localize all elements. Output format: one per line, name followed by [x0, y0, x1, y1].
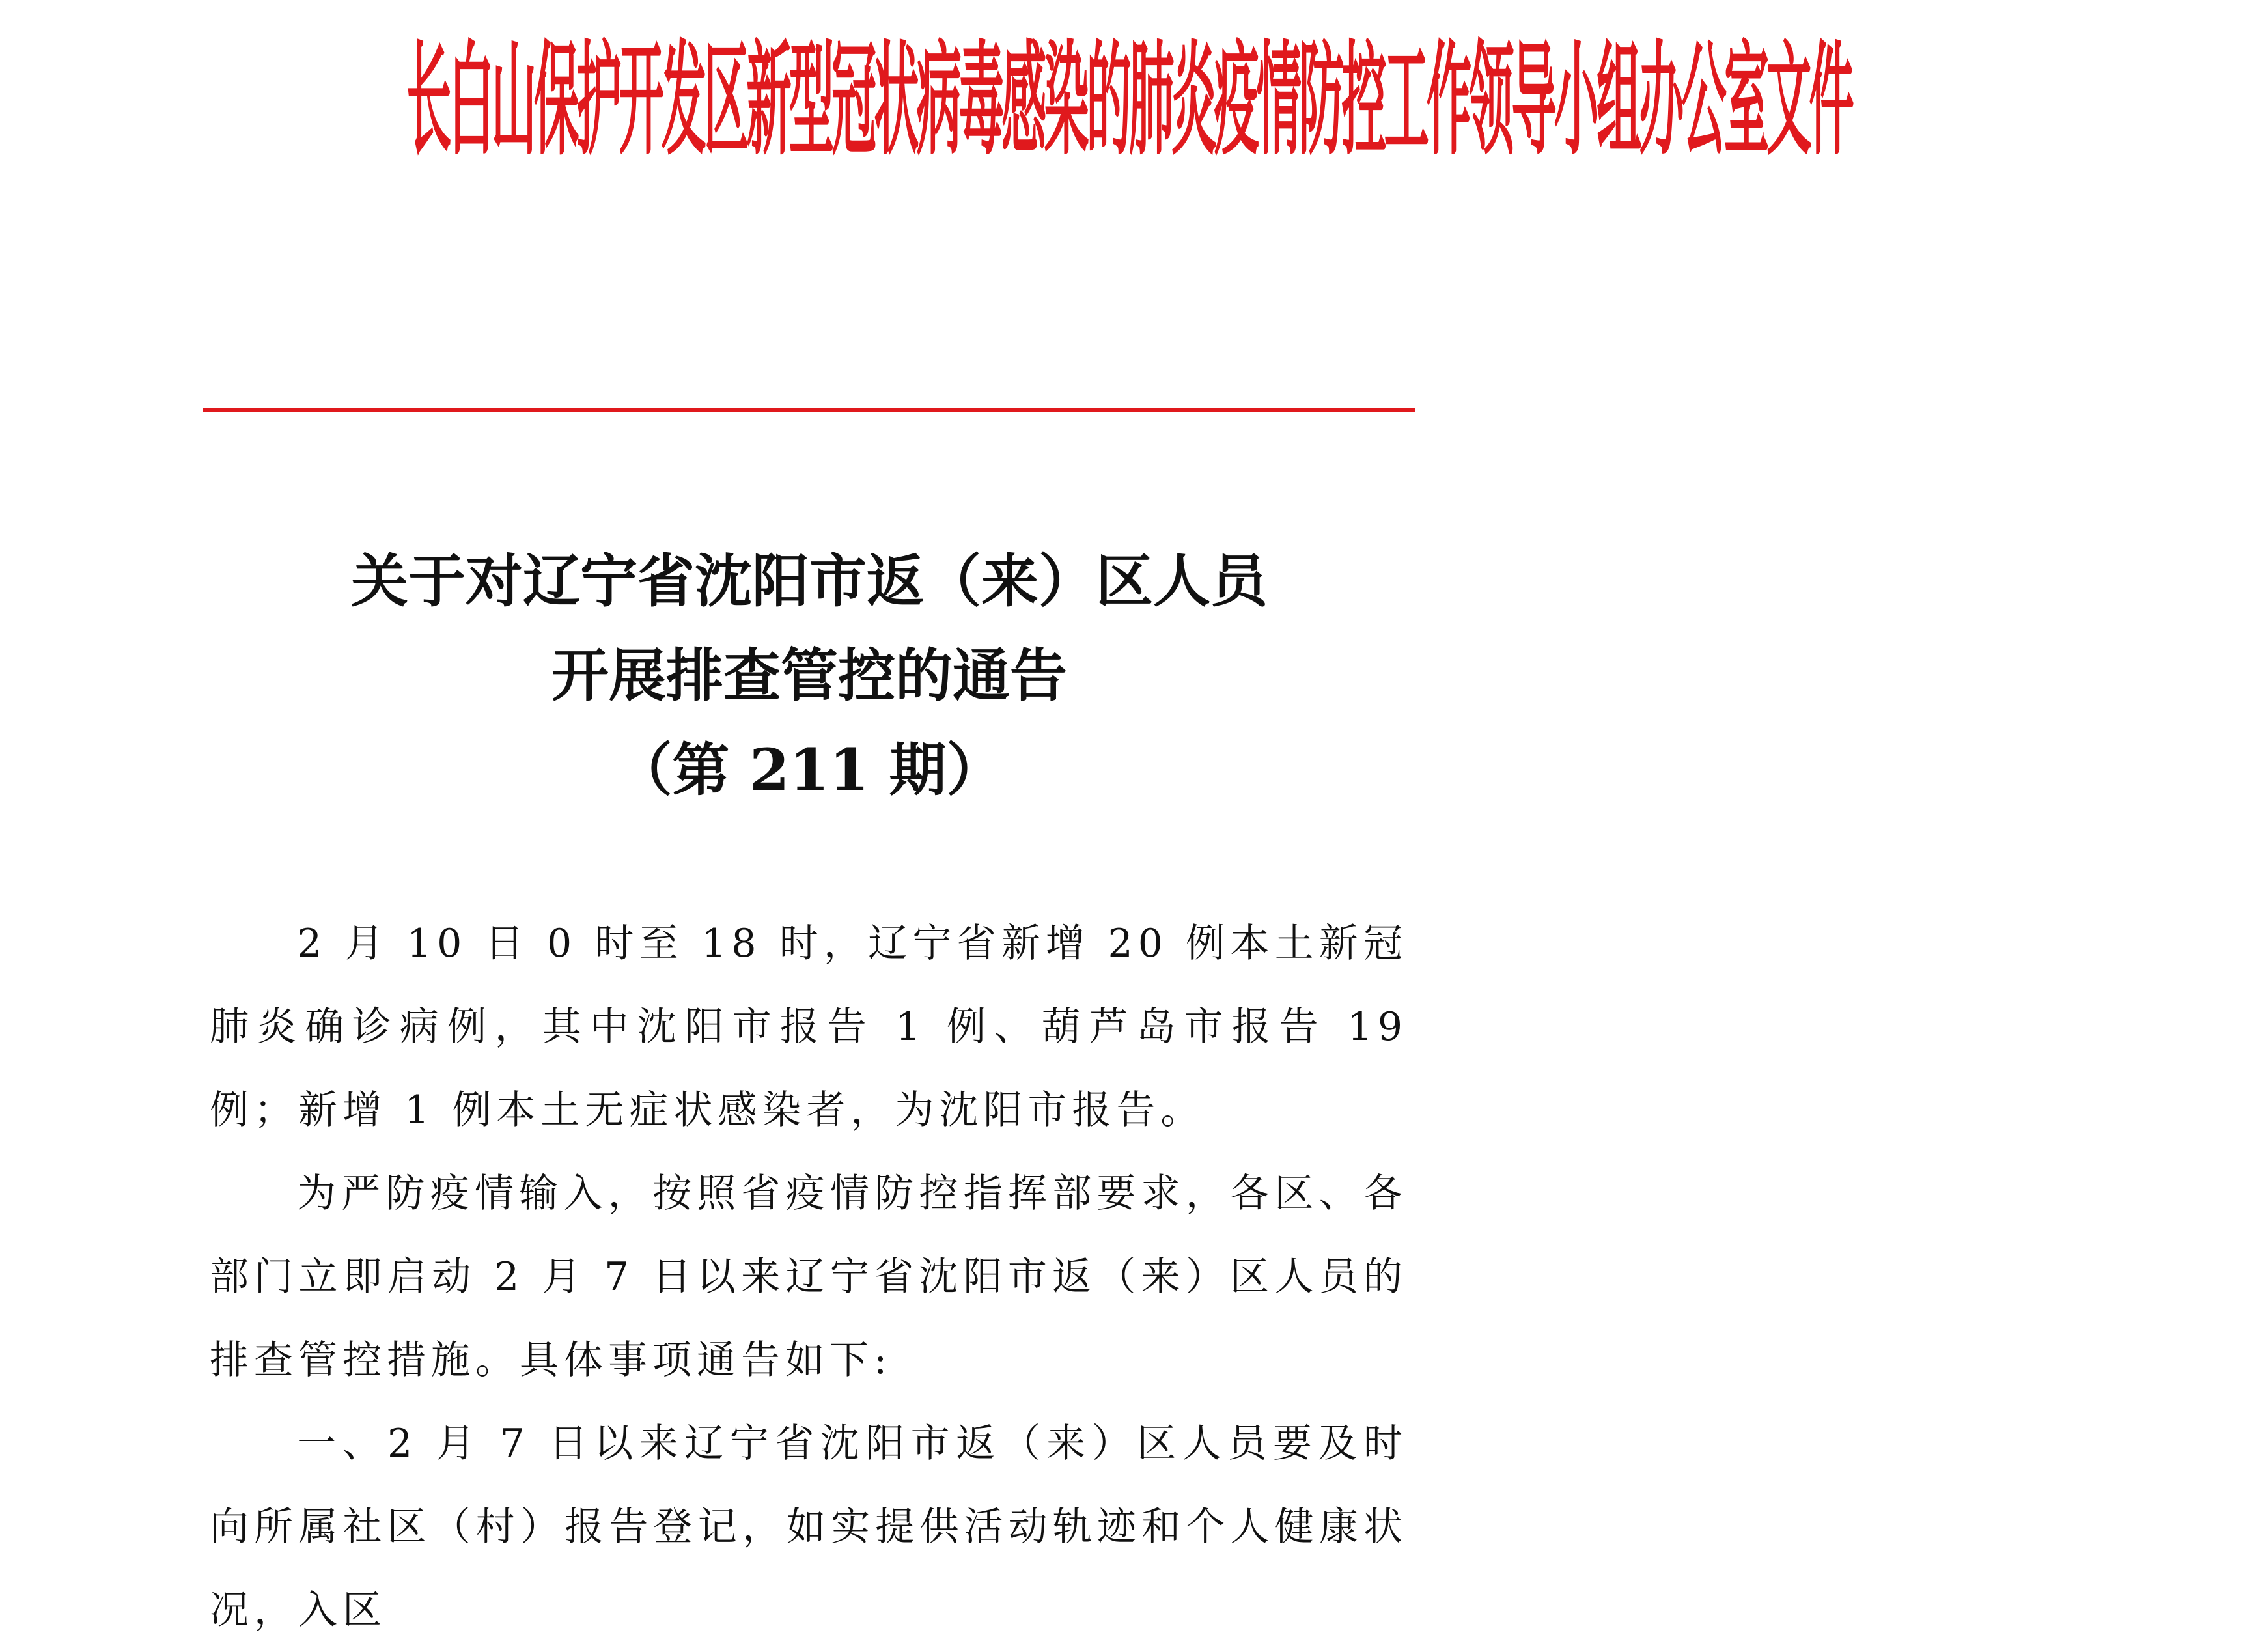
body-paragraph-2: 为严防疫情输入，按照省疫情防控指挥部要求，各区、各部门立即启动 2 月 7 日以来辽宁省沈阳市返（来）区人员的排查管控措施。具体事项通告如下:	[210, 1171, 1408, 1383]
issuer-header	[0, 29, 1852, 301]
body-paragraph-1: 2 月 10 日 0 时至 18 时，辽宁省新增 20 例本土新冠肺炎确诊病例，其中沈阳市报告 1 例、葫芦岛市报告 19 例；新增 1 例本土无症状感染者，为沈阳市报告。	[210, 921, 1408, 1133]
notice-body	[210, 902, 1408, 1652]
issuer-header-text: 长白山保护开发区新型冠状病毒感染的肺炎疫情防控工作领导小组办公室文件	[406, 29, 1852, 173]
body-paragraph-3: 一、2 月 7 日以来辽宁省沈阳市返（来）区人员要及时向所属社区（村）报告登记，如实提供活动轨迹和个人健康状况，入区	[210, 1421, 1408, 1633]
red-divider-line	[203, 408, 1415, 412]
title-line-2: 开展排查管控的通告	[551, 641, 1067, 709]
notice-title	[203, 534, 1415, 817]
issue-number: （第 211 期）	[615, 736, 1004, 804]
title-line-1: 关于对辽宁省沈阳市返（来）区人员	[350, 547, 1268, 615]
